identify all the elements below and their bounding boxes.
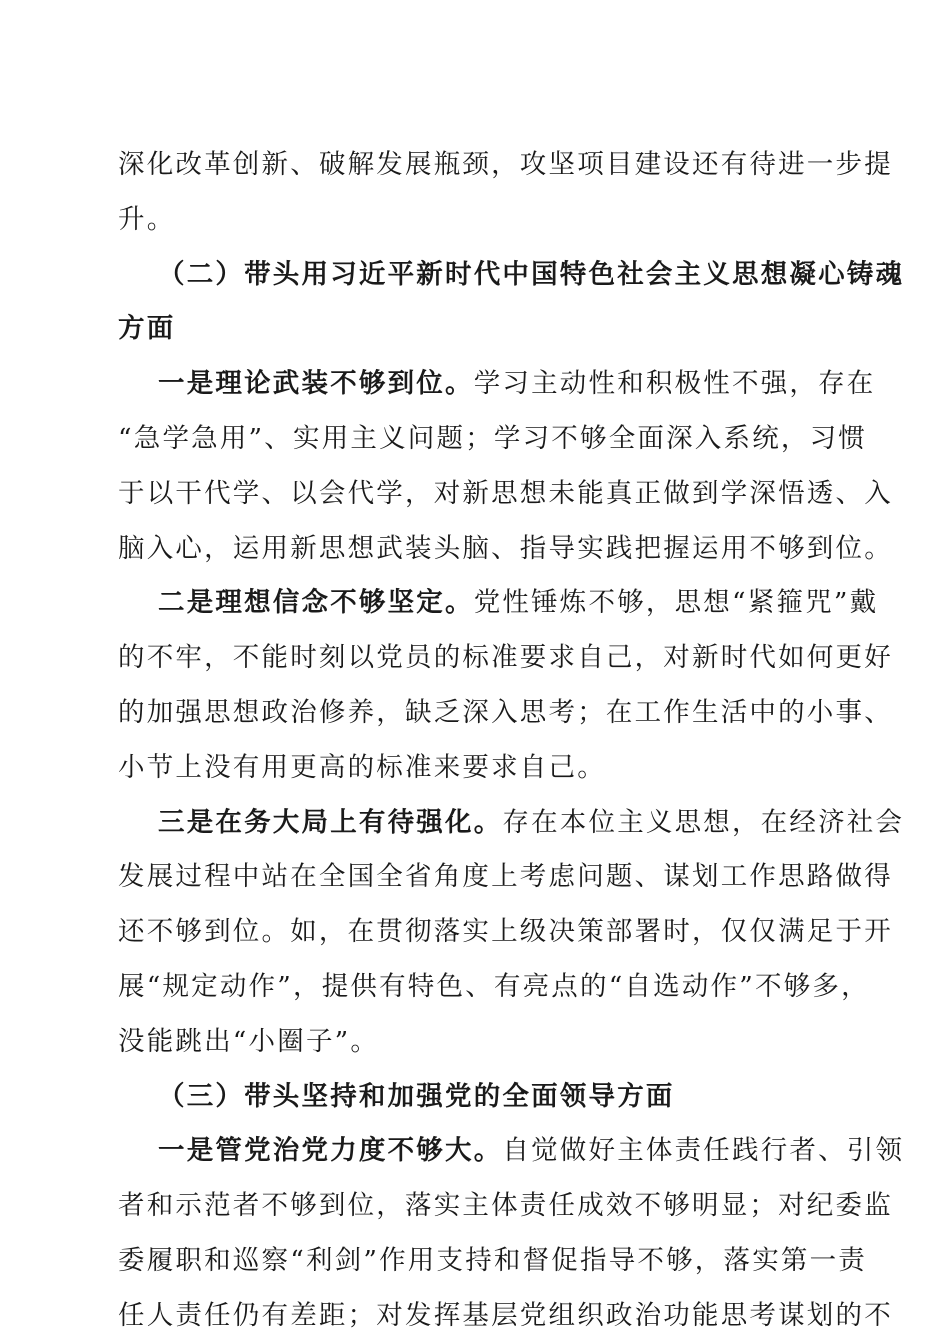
paragraph-text: 存在本位主义思想，在经济社会 xyxy=(502,806,905,838)
heading-line: （二）带头用习近平新时代中国特色社会主义思想凝心铸魂 xyxy=(158,258,905,290)
text-line: 还不够到位。如，在贯彻落实上级决策部署时，仅仅满足于开 xyxy=(118,916,893,948)
paragraph-text: 党性锤炼不够，思想“紧箍咒”戴 xyxy=(473,587,879,619)
paragraph-text: 学习主动性和积极性不强，存在 xyxy=(473,368,876,400)
text-line: 深化改革创新、破解发展瓶颈，攻坚项目建设还有待进一步提 xyxy=(118,149,893,180)
section-heading-3 xyxy=(118,1070,838,1125)
text-line: 没能跳出“小圈子”。 xyxy=(118,1025,380,1057)
section-heading-2 xyxy=(118,248,905,358)
heading-line: （三）带头坚持和加强党的全面领导方面 xyxy=(158,1080,675,1112)
text-line: 的加强思想政治修养，缺乏深入思考；在工作生活中的小事、 xyxy=(118,696,893,728)
paragraph-ideals-beliefs xyxy=(118,576,893,795)
text-line xyxy=(118,576,879,631)
text-line: 展“规定动作”，提供有特色、有亮点的“自选动作”不够多， xyxy=(118,970,870,1002)
paragraph-continuation xyxy=(118,138,893,248)
text-line: 委履职和巡察“利剑”作用支持和督促指导不够，落实第一责 xyxy=(118,1244,867,1276)
paragraph-lead: 一是管党治党力度不够大。 xyxy=(158,1135,503,1167)
paragraph-party-governance xyxy=(118,1124,905,1343)
heading-line: 方面 xyxy=(118,313,176,345)
text-line: 升。 xyxy=(118,203,176,235)
paragraph-text: 自觉做好主体责任践行者、引领 xyxy=(502,1135,905,1167)
text-line: 小节上没有用更高的标准来要求自己。 xyxy=(118,751,606,783)
paragraph-lead: 一是理论武装不够到位。 xyxy=(158,368,474,400)
text-line xyxy=(118,1124,905,1179)
text-line: 的不牢，不能时刻以党员的标准要求自己，对新时代如何更好 xyxy=(118,642,893,674)
text-line: “急学急用”、实用主义问题；学习不够全面深入系统，习惯 xyxy=(118,422,867,454)
text-line: 任人责任仍有差距；对发挥基层党组织政治功能思考谋划的不 xyxy=(118,1299,893,1331)
text-line: 发展过程中站在全国全省角度上考虑问题、谋划工作思路做得 xyxy=(118,861,893,893)
text-line xyxy=(118,357,876,412)
text-line xyxy=(118,796,905,851)
document-page xyxy=(118,138,905,1344)
paragraph-lead: 二是理想信念不够坚定。 xyxy=(158,587,474,619)
paragraph-overall-situation xyxy=(118,796,905,1070)
paragraph-theory-armament xyxy=(118,357,893,576)
text-line: 者和示范者不够到位，落实主体责任成效不够明显；对纪委监 xyxy=(118,1190,893,1222)
text-line: 于以干代学、以会代学，对新思想未能真正做到学深悟透、入 xyxy=(118,477,893,509)
paragraph-lead: 三是在务大局上有待强化。 xyxy=(158,806,503,838)
text-line: 脑入心，运用新思想武装头脑、指导实践把握运用不够到位。 xyxy=(118,532,893,564)
